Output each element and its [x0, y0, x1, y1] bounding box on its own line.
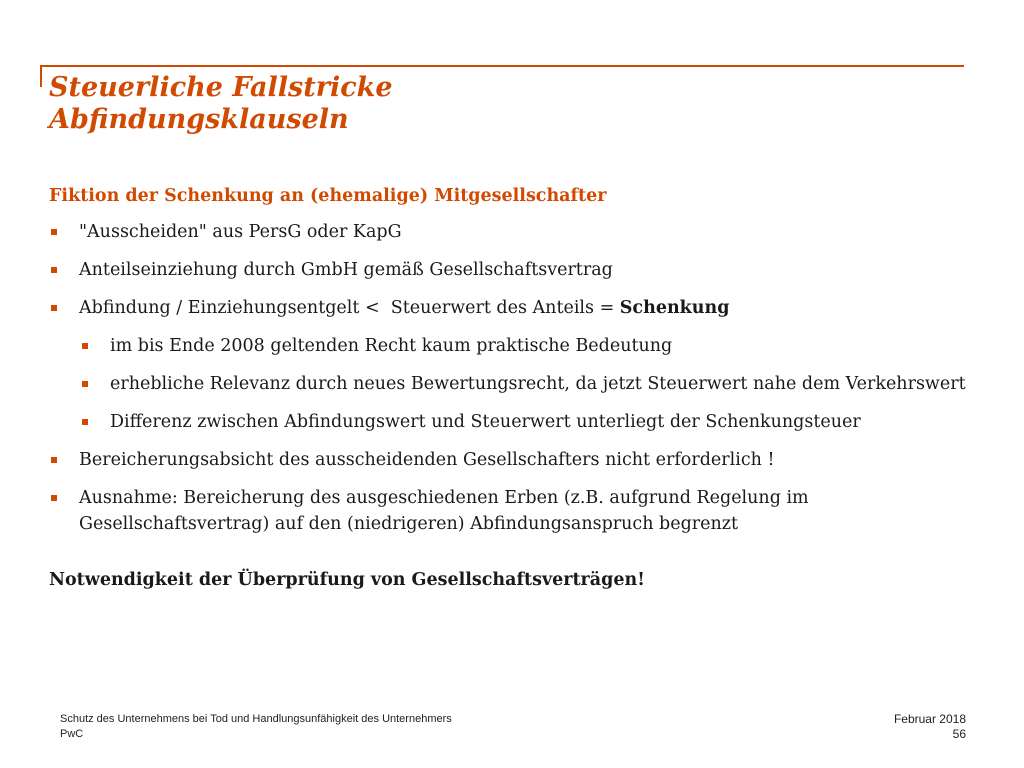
bullet-item	[49, 295, 979, 321]
footer-left	[60, 712, 452, 742]
square-bullet-icon	[82, 419, 88, 425]
footer-company: PwC	[60, 728, 84, 740]
sub-bullet-item	[49, 371, 979, 397]
bullet-text: Ausnahme: Bereicherung des ausgeschiedenen Erben (z.B. aufgrund Regelung im Gesellschaftsvertrag) auf den (niedrigeren) Abfindungsanspruch begrenzt	[79, 488, 809, 534]
bullet-text: Abfindung / Einziehungsentgelt < Steuerwert des Anteils =	[79, 298, 620, 318]
square-bullet-icon	[51, 267, 57, 273]
bullet-item	[49, 485, 979, 537]
bullet-item	[49, 257, 979, 283]
slide-title-line-1: Steuerliche Fallstricke	[49, 72, 393, 103]
bullet-item	[49, 219, 979, 245]
bullet-text: Anteilseinziehung durch GmbH gemäß Gesellschaftsvertrag	[79, 260, 613, 280]
square-bullet-icon	[51, 305, 57, 311]
footer-right	[894, 712, 966, 742]
bullet-text: "Ausscheiden" aus PersG oder KapG	[79, 222, 402, 242]
footer-date: Februar 2018	[893, 712, 966, 726]
bullet-item	[49, 447, 979, 473]
square-bullet-icon	[51, 495, 57, 501]
bullet-text: im bis Ende 2008 geltenden Recht kaum praktische Bedeutung	[110, 336, 673, 356]
square-bullet-icon	[82, 381, 88, 387]
square-bullet-icon	[51, 457, 57, 463]
bullet-text: erhebliche Relevanz durch neues Bewertungsrecht, da jetzt Steuerwert nahe dem Verkehrswert	[110, 374, 966, 394]
bullet-emphasis: Schenkung	[619, 298, 730, 318]
header-rule	[40, 65, 964, 67]
header-rule-tick	[40, 65, 42, 87]
slide-title-line-2: Abfindungsklauseln	[49, 104, 349, 135]
sub-bullet-item	[49, 409, 979, 435]
sub-bullet-item	[49, 333, 979, 359]
conclusion-text: Notwendigkeit der Überprüfung von Gesellschaftsverträgen!	[49, 570, 645, 590]
section-heading: Fiktion der Schenkung an (ehemalige) Mitgesellschafter	[49, 186, 607, 206]
footer-subject: Schutz des Unternehmens bei Tod und Handlungsunfähigkeit des Unternehmers	[60, 713, 452, 725]
slide-title	[49, 72, 949, 136]
slide-body	[49, 183, 979, 593]
bullet-text: Differenz zwischen Abfindungswert und Steuerwert unterliegt der Schenkungsteuer	[110, 412, 861, 432]
square-bullet-icon	[82, 343, 88, 349]
square-bullet-icon	[51, 229, 57, 235]
page-number: 56	[952, 727, 966, 741]
bullet-text: Bereicherungsabsicht des ausscheidenden Gesellschafters nicht erforderlich !	[79, 450, 775, 470]
